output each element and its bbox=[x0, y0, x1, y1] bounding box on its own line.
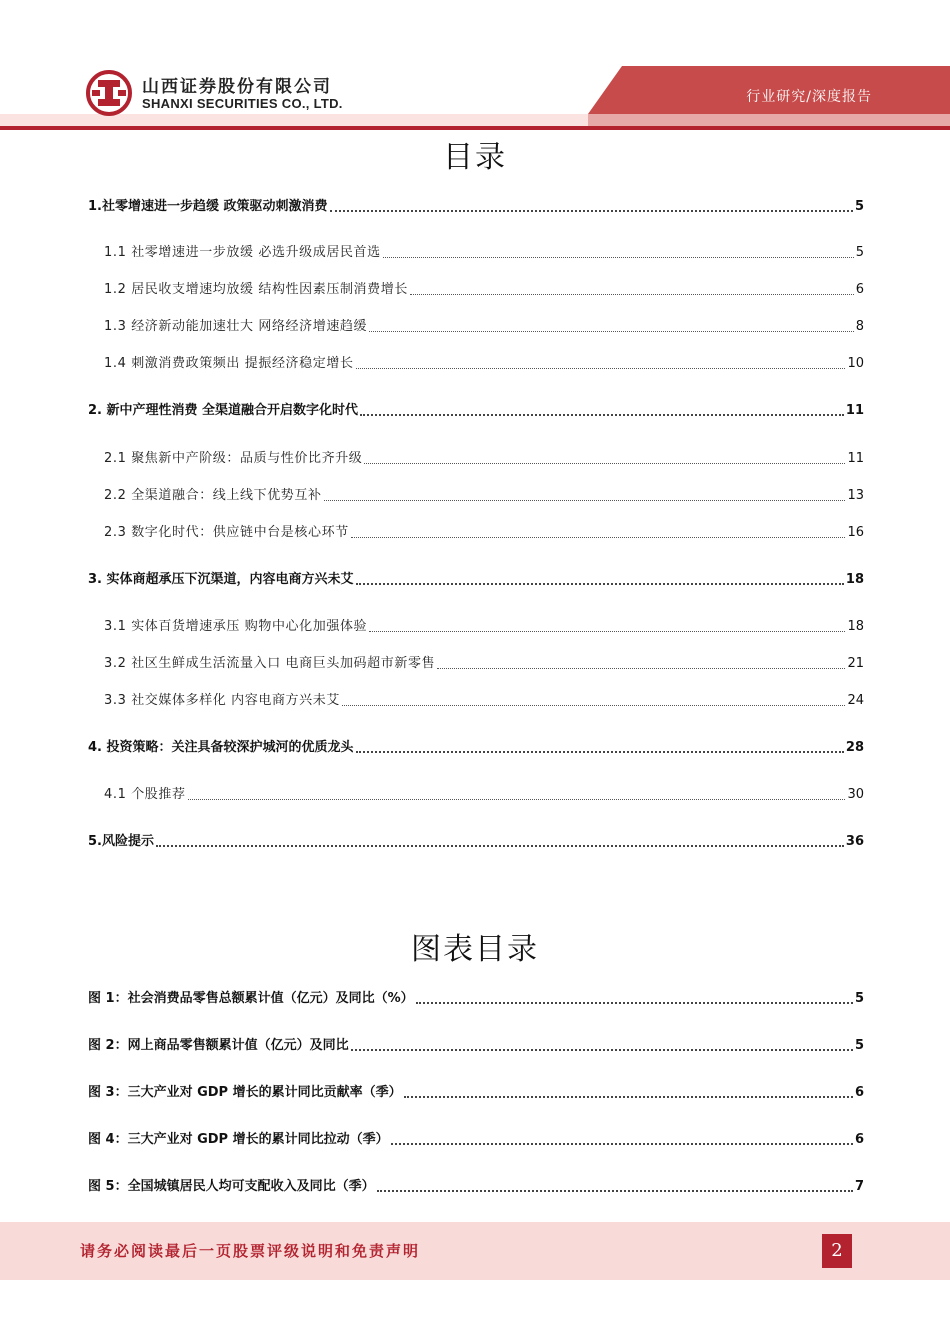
leader-dots bbox=[356, 583, 844, 585]
toc-entry-4[interactable] bbox=[88, 735, 864, 757]
figure-entry-page: 7 bbox=[854, 1179, 864, 1194]
toc-entry-page: 13 bbox=[847, 488, 864, 503]
disclaimer-notice: 请务必阅读最后一页股票评级说明和免责声明 bbox=[80, 1242, 421, 1260]
toc-title: 目录 bbox=[443, 140, 507, 175]
company-name-cn: 山西证券股份有限公司 bbox=[142, 77, 332, 97]
figure-entry-4[interactable] bbox=[88, 1127, 864, 1149]
figure-entry-text: 图 5：全国城镇居民人均可支配收入及同比（季） bbox=[88, 1179, 375, 1194]
toc-entry-page: 11 bbox=[845, 403, 864, 418]
toc-entry-text: 3.1 实体百货增速承压 购物中心化加强体验 bbox=[104, 619, 368, 634]
figure-entry-1[interactable] bbox=[88, 986, 864, 1008]
toc-entry-page: 36 bbox=[845, 834, 864, 849]
toc-entry-page: 28 bbox=[845, 740, 864, 755]
toc-entry-text: 2.3 数字化时代：供应链中台是核心环节 bbox=[104, 525, 349, 540]
sxsec-logo-icon bbox=[86, 70, 132, 116]
toc-entry-text: 4. 投资策略：关注具备较深护城河的优质龙头 bbox=[88, 740, 354, 755]
figure-entry-page: 5 bbox=[854, 991, 864, 1006]
toc-entry-page: 5 bbox=[855, 245, 864, 260]
toc-entry-text: 3. 实体商超承压下沉渠道，内容电商方兴未艾 bbox=[88, 572, 354, 587]
toc-entry-4-1[interactable] bbox=[104, 782, 864, 804]
toc-entry-page: 16 bbox=[847, 525, 864, 540]
figure-entry-2[interactable] bbox=[88, 1033, 864, 1055]
leader-dots bbox=[342, 705, 846, 706]
figure-entry-page: 6 bbox=[854, 1132, 864, 1147]
toc-entry-text: 3.3 社交媒体多样化 内容电商方兴未艾 bbox=[104, 693, 340, 708]
leader-dots bbox=[410, 294, 854, 295]
toc-entry-1-3[interactable] bbox=[104, 314, 864, 336]
figure-entry-3[interactable] bbox=[88, 1080, 864, 1102]
toc-entry-text: 3.2 社区生鲜成生活流量入口 电商巨头加码超市新零售 bbox=[104, 656, 436, 671]
leader-dots bbox=[360, 414, 844, 416]
toc-entry-text: 2.1 聚焦新中产阶级：品质与性价比齐升级 bbox=[104, 451, 363, 466]
toc-entry-text: 4.1 个股推荐 bbox=[104, 787, 186, 802]
page-footer bbox=[0, 1222, 950, 1280]
toc-entry-text: 1.4 刺激消费政策频出 提振经济稳定增长 bbox=[104, 356, 354, 371]
page-number: 2 bbox=[822, 1234, 852, 1268]
toc-entry-3-2[interactable] bbox=[104, 651, 864, 673]
figure-entry-5[interactable] bbox=[88, 1174, 864, 1196]
leader-dots bbox=[383, 257, 854, 258]
toc-entry-3-1[interactable] bbox=[104, 614, 864, 636]
toc-entry-text: 1.2 居民收支增速均放缓 结构性因素压制消费增长 bbox=[104, 282, 408, 297]
leader-dots bbox=[356, 368, 846, 369]
figure-entry-text: 图 3：三大产业对 GDP 增长的累计同比贡献率（季） bbox=[88, 1085, 402, 1100]
leader-dots bbox=[188, 799, 846, 800]
toc-entry-page: 21 bbox=[847, 656, 864, 671]
figures-title: 图表目录 bbox=[411, 932, 539, 967]
toc-entry-1-2[interactable] bbox=[104, 277, 864, 299]
toc-entry-1[interactable] bbox=[88, 194, 864, 216]
toc-entry-page: 11 bbox=[847, 451, 864, 466]
toc-entry-text: 1.1 社零增速进一步放缓 必选升级成居民首选 bbox=[104, 245, 381, 260]
toc-entry-text: 2. 新中产理性消费 全渠道融合开启数字化时代 bbox=[88, 403, 359, 418]
leader-dots bbox=[369, 331, 854, 332]
leader-dots bbox=[156, 845, 844, 847]
toc-entry-page: 5 bbox=[854, 199, 864, 214]
figure-entry-text: 图 1：社会消费品零售总额累计值（亿元）及同比（%） bbox=[88, 991, 414, 1006]
toc-entry-1-1[interactable] bbox=[104, 240, 864, 262]
toc-entry-3-3[interactable] bbox=[104, 688, 864, 710]
toc-entry-text: 1.社零增速进一步趋缓 政策驱动刺激消费 bbox=[88, 199, 328, 214]
leader-dots bbox=[391, 1143, 853, 1145]
toc-entry-page: 24 bbox=[847, 693, 864, 708]
figure-entry-page: 5 bbox=[854, 1038, 864, 1053]
leader-dots bbox=[324, 500, 846, 501]
toc-entry-text: 5.风险提示 bbox=[88, 834, 154, 849]
figure-entry-text: 图 4：三大产业对 GDP 增长的累计同比拉动（季） bbox=[88, 1132, 389, 1147]
page-header bbox=[0, 0, 950, 130]
toc-entry-text: 2.2 全渠道融合：线上线下优势互补 bbox=[104, 488, 322, 503]
toc-entry-2-1[interactable] bbox=[104, 446, 864, 468]
toc-entry-5[interactable] bbox=[88, 829, 864, 851]
leader-dots bbox=[364, 463, 845, 464]
toc-entry-2-2[interactable] bbox=[104, 483, 864, 505]
leader-dots bbox=[369, 631, 845, 632]
toc-entry-page: 6 bbox=[855, 282, 864, 297]
leader-dots bbox=[437, 668, 845, 669]
toc-entry-text: 1.3 经济新动能加速壮大 网络经济增速趋缓 bbox=[104, 319, 368, 334]
toc-entry-1-4[interactable] bbox=[104, 351, 864, 373]
toc-entry-page: 30 bbox=[847, 787, 864, 802]
leader-dots bbox=[330, 210, 853, 212]
leader-dots bbox=[377, 1190, 853, 1192]
toc-entry-3[interactable] bbox=[88, 567, 864, 589]
leader-dots bbox=[351, 1049, 853, 1051]
leader-dots bbox=[404, 1096, 853, 1098]
company-name-en: SHANXI SECURITIES CO., LTD. bbox=[142, 96, 343, 111]
toc-entry-page: 8 bbox=[855, 319, 864, 334]
toc-entry-2-3[interactable] bbox=[104, 520, 864, 542]
report-type: 行业研究/深度报告 bbox=[746, 89, 872, 105]
leader-dots bbox=[351, 537, 846, 538]
leader-dots bbox=[356, 751, 844, 753]
figure-entry-page: 6 bbox=[854, 1085, 864, 1100]
toc-entry-page: 10 bbox=[847, 356, 864, 371]
toc-entry-2[interactable] bbox=[88, 398, 864, 420]
toc-entry-page: 18 bbox=[845, 572, 864, 587]
leader-dots bbox=[416, 1002, 853, 1004]
figure-entry-text: 图 2：网上商品零售额累计值（亿元）及同比 bbox=[88, 1038, 349, 1053]
toc-entry-page: 18 bbox=[847, 619, 864, 634]
